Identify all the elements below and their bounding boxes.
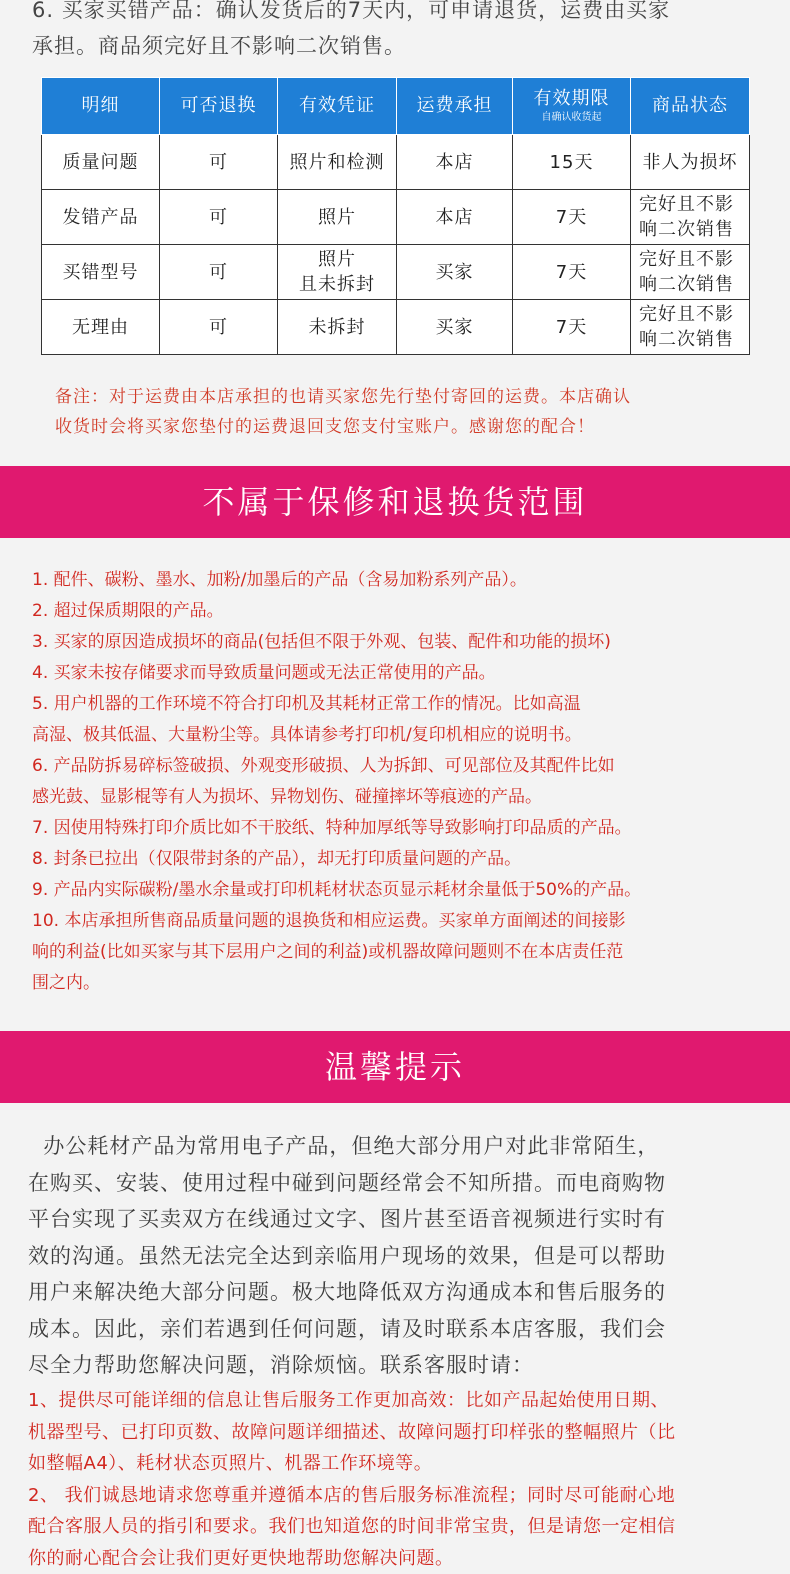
tips-line: 用户来解决绝大部分问题。极大地降低双方沟通成本和售后服务的 [28,1274,778,1311]
list-item: 围之内。 [32,968,784,999]
table-cell: 可 [160,190,278,245]
tips-banner: 温馨提示 [0,1031,790,1103]
table-row [42,245,750,300]
list-item: 3. 买家的原因造成损坏的商品(包括但不限于外观、包装、配件和功能的损坏) [32,627,784,658]
table-row [42,300,750,355]
table-cell: 照片 且未拆封 [278,245,397,300]
table-cell: 可 [160,245,278,300]
table-cell: 无理由 [42,300,160,355]
return-policy-table [41,77,750,355]
table-row [42,190,750,245]
header-period: 有效期限 自确认收货起 [513,78,631,135]
exclusions-banner: 不属于保修和退换货范围 [0,466,790,538]
tips-line: 效的沟通。虽然无法完全达到亲临用户现场的效果，但是可以帮助 [28,1238,778,1275]
request-line: 机器型号、已打印页数、故障问题详细描述、故障问题打印样张的整幅照片（比 [28,1417,780,1449]
tips-line: 平台实现了买卖双方在线通过文字、图片甚至语音视频进行实时有 [28,1201,778,1238]
table-cell: 买错型号 [42,245,160,300]
table-header-row [42,78,750,135]
list-item: 响的利益(比如买家与其下层用户之间的利益)或机器故障问题则不在本店责任范 [32,937,784,968]
list-item: 10. 本店承担所售商品质量问题的退换货和相应运费。买家单方面阐述的间接影 [32,906,784,937]
shipping-note [55,382,755,442]
table-row [42,135,750,190]
tips-line: 成本。因此，亲们若遇到任何问题，请及时联系本店客服，我们会 [28,1311,778,1348]
table-cell: 7天 [513,245,631,300]
table-cell: 买家 [397,245,513,300]
tips-line: 办公耗材产品为常用电子产品，但绝大部分用户对此非常陌生， [28,1128,778,1165]
request-line: 1、提供尽可能详细的信息让售后服务工作更加高效：比如产品起始使用日期、 [28,1385,780,1417]
note-line: 收货时会将买家您垫付的运费退回支您支付宝账户。感谢您的配合！ [55,412,755,442]
table-cell: 照片和检测 [278,135,397,190]
table-cell: 可 [160,135,278,190]
tips-paragraph [28,1128,778,1384]
list-item: 高湿、极其低温、大量粉尘等。具体请参考打印机/复印机相应的说明书。 [32,720,784,751]
table-cell: 质量问题 [42,135,160,190]
header-shipping: 运费承担 [397,78,513,135]
header-detail: 明细 [42,78,160,135]
table-cell: 完好且不影 响二次销售 [631,190,750,245]
table-cell: 完好且不影 响二次销售 [631,245,750,300]
table-cell: 非人为损坏 [631,135,750,190]
intro-text [32,0,772,64]
note-line: 备注：对于运费由本店承担的也请买家您先行垫付寄回的运费。本店确认 [55,382,755,412]
table-cell: 本店 [397,190,513,245]
table-cell: 完好且不影 响二次销售 [631,300,750,355]
header-condition: 商品状态 [631,78,750,135]
list-item: 8. 封条已拉出（仅限带封条的产品），却无打印质量问题的产品。 [32,844,784,875]
table-cell: 买家 [397,300,513,355]
request-line: 配合客服人员的指引和要求。我们也知道您的时间非常宝贵，但是请您一定相信 [28,1511,780,1543]
intro-line: 6. 买家买错产品：确认发货后的7天内，可申请退货，运费由买家 [32,0,772,28]
table-cell: 发错产品 [42,190,160,245]
table-cell: 未拆封 [278,300,397,355]
list-item: 7. 因使用特殊打印介质比如不干胶纸、特种加厚纸等导致影响打印品质的产品。 [32,813,784,844]
list-item: 9. 产品内实际碳粉/墨水余量或打印机耗材状态页显示耗材余量低于50%的产品。 [32,875,784,906]
table-cell: 15天 [513,135,631,190]
request-line: 如整幅A4）、耗材状态页照片、机器工作环境等。 [28,1448,780,1480]
header-returnable: 可否退换 [160,78,278,135]
request-line: 2、 我们诚恳地请求您尊重并遵循本店的售后服务标准流程；同时尽可能耐心地 [28,1480,780,1512]
list-item: 6. 产品防拆易碎标签破损、外观变形破损、人为拆卸、可见部位及其配件比如 [32,751,784,782]
tips-line: 在购买、安装、使用过程中碰到问题经常会不知所措。而电商购物 [28,1165,778,1202]
table-cell: 可 [160,300,278,355]
tips-line: 尽全力帮助您解决问题，消除烦恼。联系客服时请： [28,1347,778,1384]
table-cell: 照片 [278,190,397,245]
table-cell: 7天 [513,300,631,355]
exclusions-list [32,565,784,999]
list-item: 4. 买家未按存储要求而导致质量问题或无法正常使用的产品。 [32,658,784,689]
intro-line: 承担。商品须完好且不影响二次销售。 [32,28,772,64]
table-cell: 7天 [513,190,631,245]
table-cell: 本店 [397,135,513,190]
request-line: 你的耐心配合会让我们更好更快地帮助您解决问题。 [28,1543,780,1574]
list-item: 感光鼓、显影棍等有人为损坏、异物划伤、碰撞摔坏等痕迹的产品。 [32,782,784,813]
list-item: 5. 用户机器的工作环境不符合打印机及其耗材正常工作的情况。比如高温 [32,689,784,720]
header-proof: 有效凭证 [278,78,397,135]
list-item: 2. 超过保质期限的产品。 [32,596,784,627]
list-item: 1. 配件、碳粉、墨水、加粉/加墨后的产品（含易加粉系列产品）。 [32,565,784,596]
